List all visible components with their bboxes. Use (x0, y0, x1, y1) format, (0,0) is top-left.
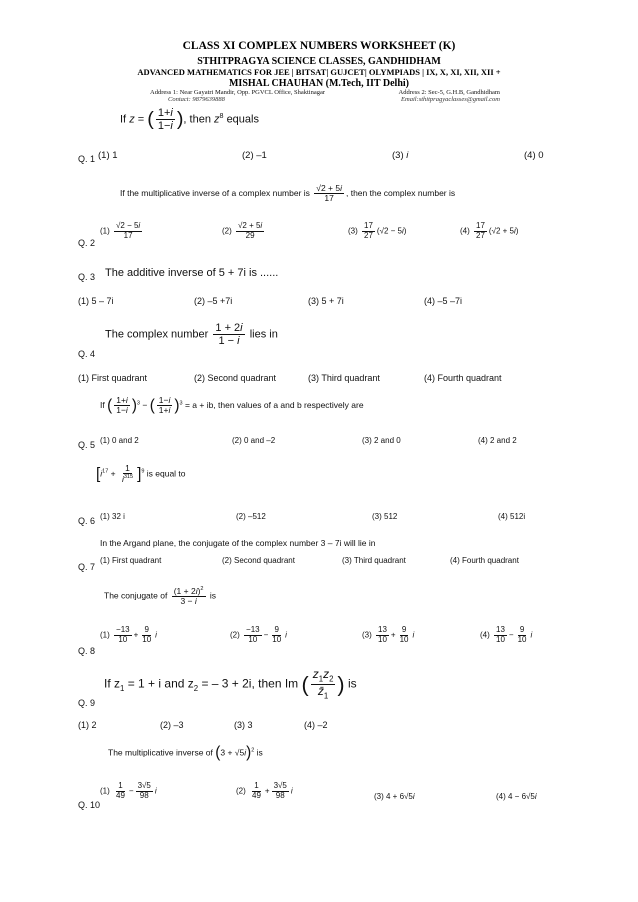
q7-stem: In the Argand plane, the conjugate of the complex number 3 – 7i will lie in (100, 538, 376, 548)
q9-option-2: (2) –3 (160, 720, 184, 730)
q4-label: Q. 4 (78, 349, 96, 359)
q7-option-4: (4) Fourth quadrant (450, 556, 519, 565)
q6-option-2: (2) –512 (236, 512, 266, 521)
q8-label: Q. 8 (78, 646, 96, 656)
q7-label: Q. 7 (78, 562, 96, 572)
q3-label: Q. 3 (78, 272, 96, 282)
contact-phone: Contact: 9879639888 (168, 96, 225, 103)
q5-option-4: (4) 2 and 2 (478, 436, 517, 445)
q3-option-2: (2) –5 +7i (194, 296, 233, 306)
q9-option-4: (4) –2 (304, 720, 328, 730)
address-2: Address 2: Sec-5, G.H.B, Gandhidham (398, 89, 500, 96)
q8-option-2: (2) $\frac{-13}{10}$ − $\frac{9}{10}$ i (230, 625, 287, 644)
q3-option-1: (1) 5 – 7i (78, 296, 114, 306)
q9-label: Q. 9 (78, 698, 96, 708)
q10-label: Q. 10 (78, 800, 101, 810)
q4-stem: The complex number $\frac{1 + 2i}{1 - i}$ lies in (105, 322, 278, 348)
q10-option-4: (4) 4 − 6√5i (496, 792, 537, 801)
q2-label: Q. 2 (78, 238, 96, 248)
q10-option-3: (3) 4 + 6√5i (374, 792, 415, 801)
q6-option-4: (4) 512i (498, 512, 526, 521)
q10-stem: The multiplicative inverse of $(3 + √5i)^2$ is (108, 744, 263, 761)
teacher-name: MISHAL CHAUHAN (M.Tech, IIT Delhi) (228, 78, 409, 89)
q2-option-4: (4) $\frac{17}{27}$ (√2 + 5i) (460, 221, 519, 240)
q9-stem: If $z_1 = 1 + i$ and $z_2$ = – 3 + 2i, then Im ( $\frac{z_1z_2}{z̄_1}$ ) is (104, 667, 357, 701)
q6-stem: [$i^{17}$ + $\frac{1}{i^{315}}$ ]$^9$ is equal to (96, 463, 186, 485)
institute-name: STHITPRAGYA SCIENCE CLASSES, GANDHIDHAM (197, 56, 441, 67)
q2-stem: If the multiplicative inverse of a complex number is $\frac{√2 + 5i}{17}$ , then the complex number is (120, 183, 456, 204)
q6-label: Q. 6 (78, 516, 96, 526)
q7-option-2: (2) Second quadrant (222, 556, 295, 565)
q8-option-1: (1) $\frac{-13}{10}$ + $\frac{9}{10}$ i (100, 625, 157, 644)
q3-stem: The additive inverse of 5 + 7i is ...... (105, 267, 279, 279)
q3-option-4: (4) –5 –7i (424, 296, 463, 306)
q8-option-4: (4) $\frac{13}{10}$ − $\frac{9}{10}$ i (480, 625, 533, 644)
q2-option-2: (2) $\frac{√2 + 5i}{29}$ (222, 221, 263, 240)
q8-stem: The conjugate of $\frac{(1 + 2i)^2}{3 - i}$ is (104, 585, 217, 607)
institute-tagline: ADVANCED MATHEMATICS FOR JEE | BITSAT| GUJCET| OLYMPIADS | IX, X, XI, XII, XII + (137, 67, 501, 77)
q5-option-3: (3) 2 and 0 (362, 436, 401, 445)
q10-option-1: (1) $\frac{1}{49}$ − $\frac{3√5}{98}$ i (100, 781, 157, 800)
q5-option-2: (2) 0 and –2 (232, 436, 276, 445)
q10-option-2: (2) $\frac{1}{49}$ + $\frac{3√5}{98}$ i (236, 781, 293, 800)
q4-option-2: (2) Second quadrant (194, 373, 277, 383)
q4-option-4: (4) Fourth quadrant (424, 373, 502, 383)
q8-option-3: (3) $\frac{13}{10}$ + $\frac{9}{10}$ i (362, 625, 415, 644)
q1-option-1: (1) 1 (98, 150, 118, 161)
contact-block (150, 89, 500, 103)
q2-option-1: (1) $\frac{√2 - 5i}{17}$ (100, 221, 141, 240)
worksheet-title: CLASS XI COMPLEX NUMBERS WORKSHEET (K) (182, 40, 456, 52)
q1-stem: If z = ( $\frac{1+i}{1-i}$ ), then $z^8$ equals (120, 107, 259, 133)
q9-option-3: (3) 3 (234, 720, 253, 730)
q3-option-3: (3) 5 + 7i (308, 296, 344, 306)
q9-option-1: (1) 2 (78, 720, 97, 730)
q5-stem: If ( $\frac{1+i}{1-i}$ )$^3$ − ( $\frac{1-i}{1+i}$ )$^3$ = a + ib, then values of a and b respectively are (100, 395, 364, 416)
contact-email: Email:sthitpragyaclasses@gmail.com (401, 96, 500, 103)
q6-option-3: (3) 512 (372, 512, 398, 521)
q6-option-1: (1) 32 i (100, 512, 125, 521)
q7-option-1: (1) First quadrant (100, 556, 162, 565)
q1-label: Q. 1 (78, 154, 96, 164)
q1-option-4: (4) 0 (524, 150, 544, 161)
q4-option-3: (3) Third quadrant (308, 373, 380, 383)
q5-option-1: (1) 0 and 2 (100, 436, 139, 445)
q5-label: Q. 5 (78, 440, 96, 450)
q4-option-1: (1) First quadrant (78, 373, 148, 383)
q1-option-3: (3) i (392, 150, 409, 161)
q2-option-3: (3) $\frac{17}{27}$ (√2 − 5i) (348, 221, 407, 240)
q1-option-2: (2) –1 (242, 150, 267, 161)
address-1: Address 1: Near Gayatri Mandir, Opp. PGVCL Office, Shaktinagar (150, 89, 326, 96)
q7-option-3: (3) Third quadrant (342, 556, 406, 565)
